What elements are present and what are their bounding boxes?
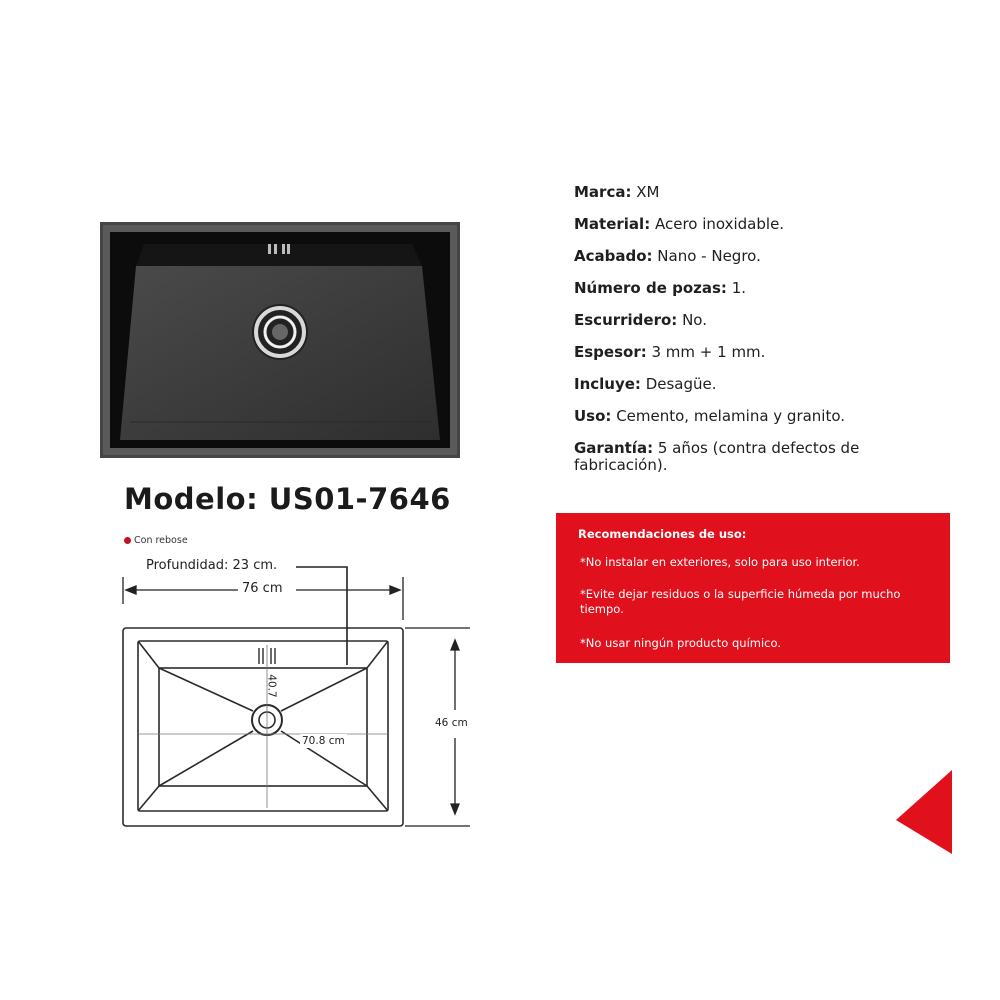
spec-value: Desagüe. (640, 375, 717, 393)
spec-row (574, 440, 894, 474)
spec-row (574, 376, 894, 393)
overflow-note-label: Con rebose (134, 535, 188, 546)
inner-height-label: 40.7 (265, 674, 278, 698)
spec-value: No. (677, 311, 707, 329)
drain-icon (252, 304, 308, 360)
spec-key: Garantía: (574, 439, 654, 457)
outer-width-label: 76 cm (242, 581, 283, 596)
recommendation-item: *Evite dejar residuos o la superficie húmeda por mucho tiempo. (580, 587, 901, 616)
outer-height-label: 46 cm (435, 717, 468, 729)
spec-value: 3 mm + 1 mm. (646, 343, 766, 361)
spec-row (574, 408, 894, 425)
recommendation-item: *No instalar en exteriores, solo para uso interior. (580, 555, 860, 569)
spec-key: Escurridero: (574, 311, 678, 329)
spec-value: Nano - Negro. (652, 247, 761, 265)
spec-key: Espesor: (574, 343, 647, 361)
spec-key: Número de pozas: (574, 279, 727, 297)
spec-value: 5 años (contra defectos de fabricación). (574, 439, 860, 474)
spec-value: Cemento, melamina y granito. (611, 407, 846, 425)
spec-row (574, 216, 894, 233)
decorative-corner-triangle (896, 770, 952, 854)
spec-row (574, 248, 894, 265)
spec-row (574, 184, 894, 201)
spec-key: Incluye: (574, 375, 641, 393)
overflow-marker-icon (124, 537, 131, 544)
spec-key: Acabado: (574, 247, 653, 265)
spec-key: Marca: (574, 183, 632, 201)
spec-list (574, 184, 894, 489)
recommendations-title: Recomendaciones de uso: (578, 527, 747, 541)
depth-label: Profundidad: 23 cm. (146, 558, 278, 573)
spec-row (574, 280, 894, 297)
spec-row (574, 312, 894, 329)
recommendations-panel (556, 513, 950, 663)
spec-key: Uso: (574, 407, 612, 425)
spec-value: Acero inoxidable. (650, 215, 785, 233)
sink-product-photo (100, 222, 460, 458)
spec-value: 1. (726, 279, 747, 297)
inner-width-label: 70.8 cm (302, 735, 345, 747)
spec-value: XM (631, 183, 660, 201)
overflow-note (124, 535, 188, 546)
model-title: Modelo: US01-7646 (124, 482, 451, 516)
spec-key: Material: (574, 215, 651, 233)
spec-row (574, 344, 894, 361)
recommendation-item: *No usar ningún producto químico. (580, 636, 781, 650)
